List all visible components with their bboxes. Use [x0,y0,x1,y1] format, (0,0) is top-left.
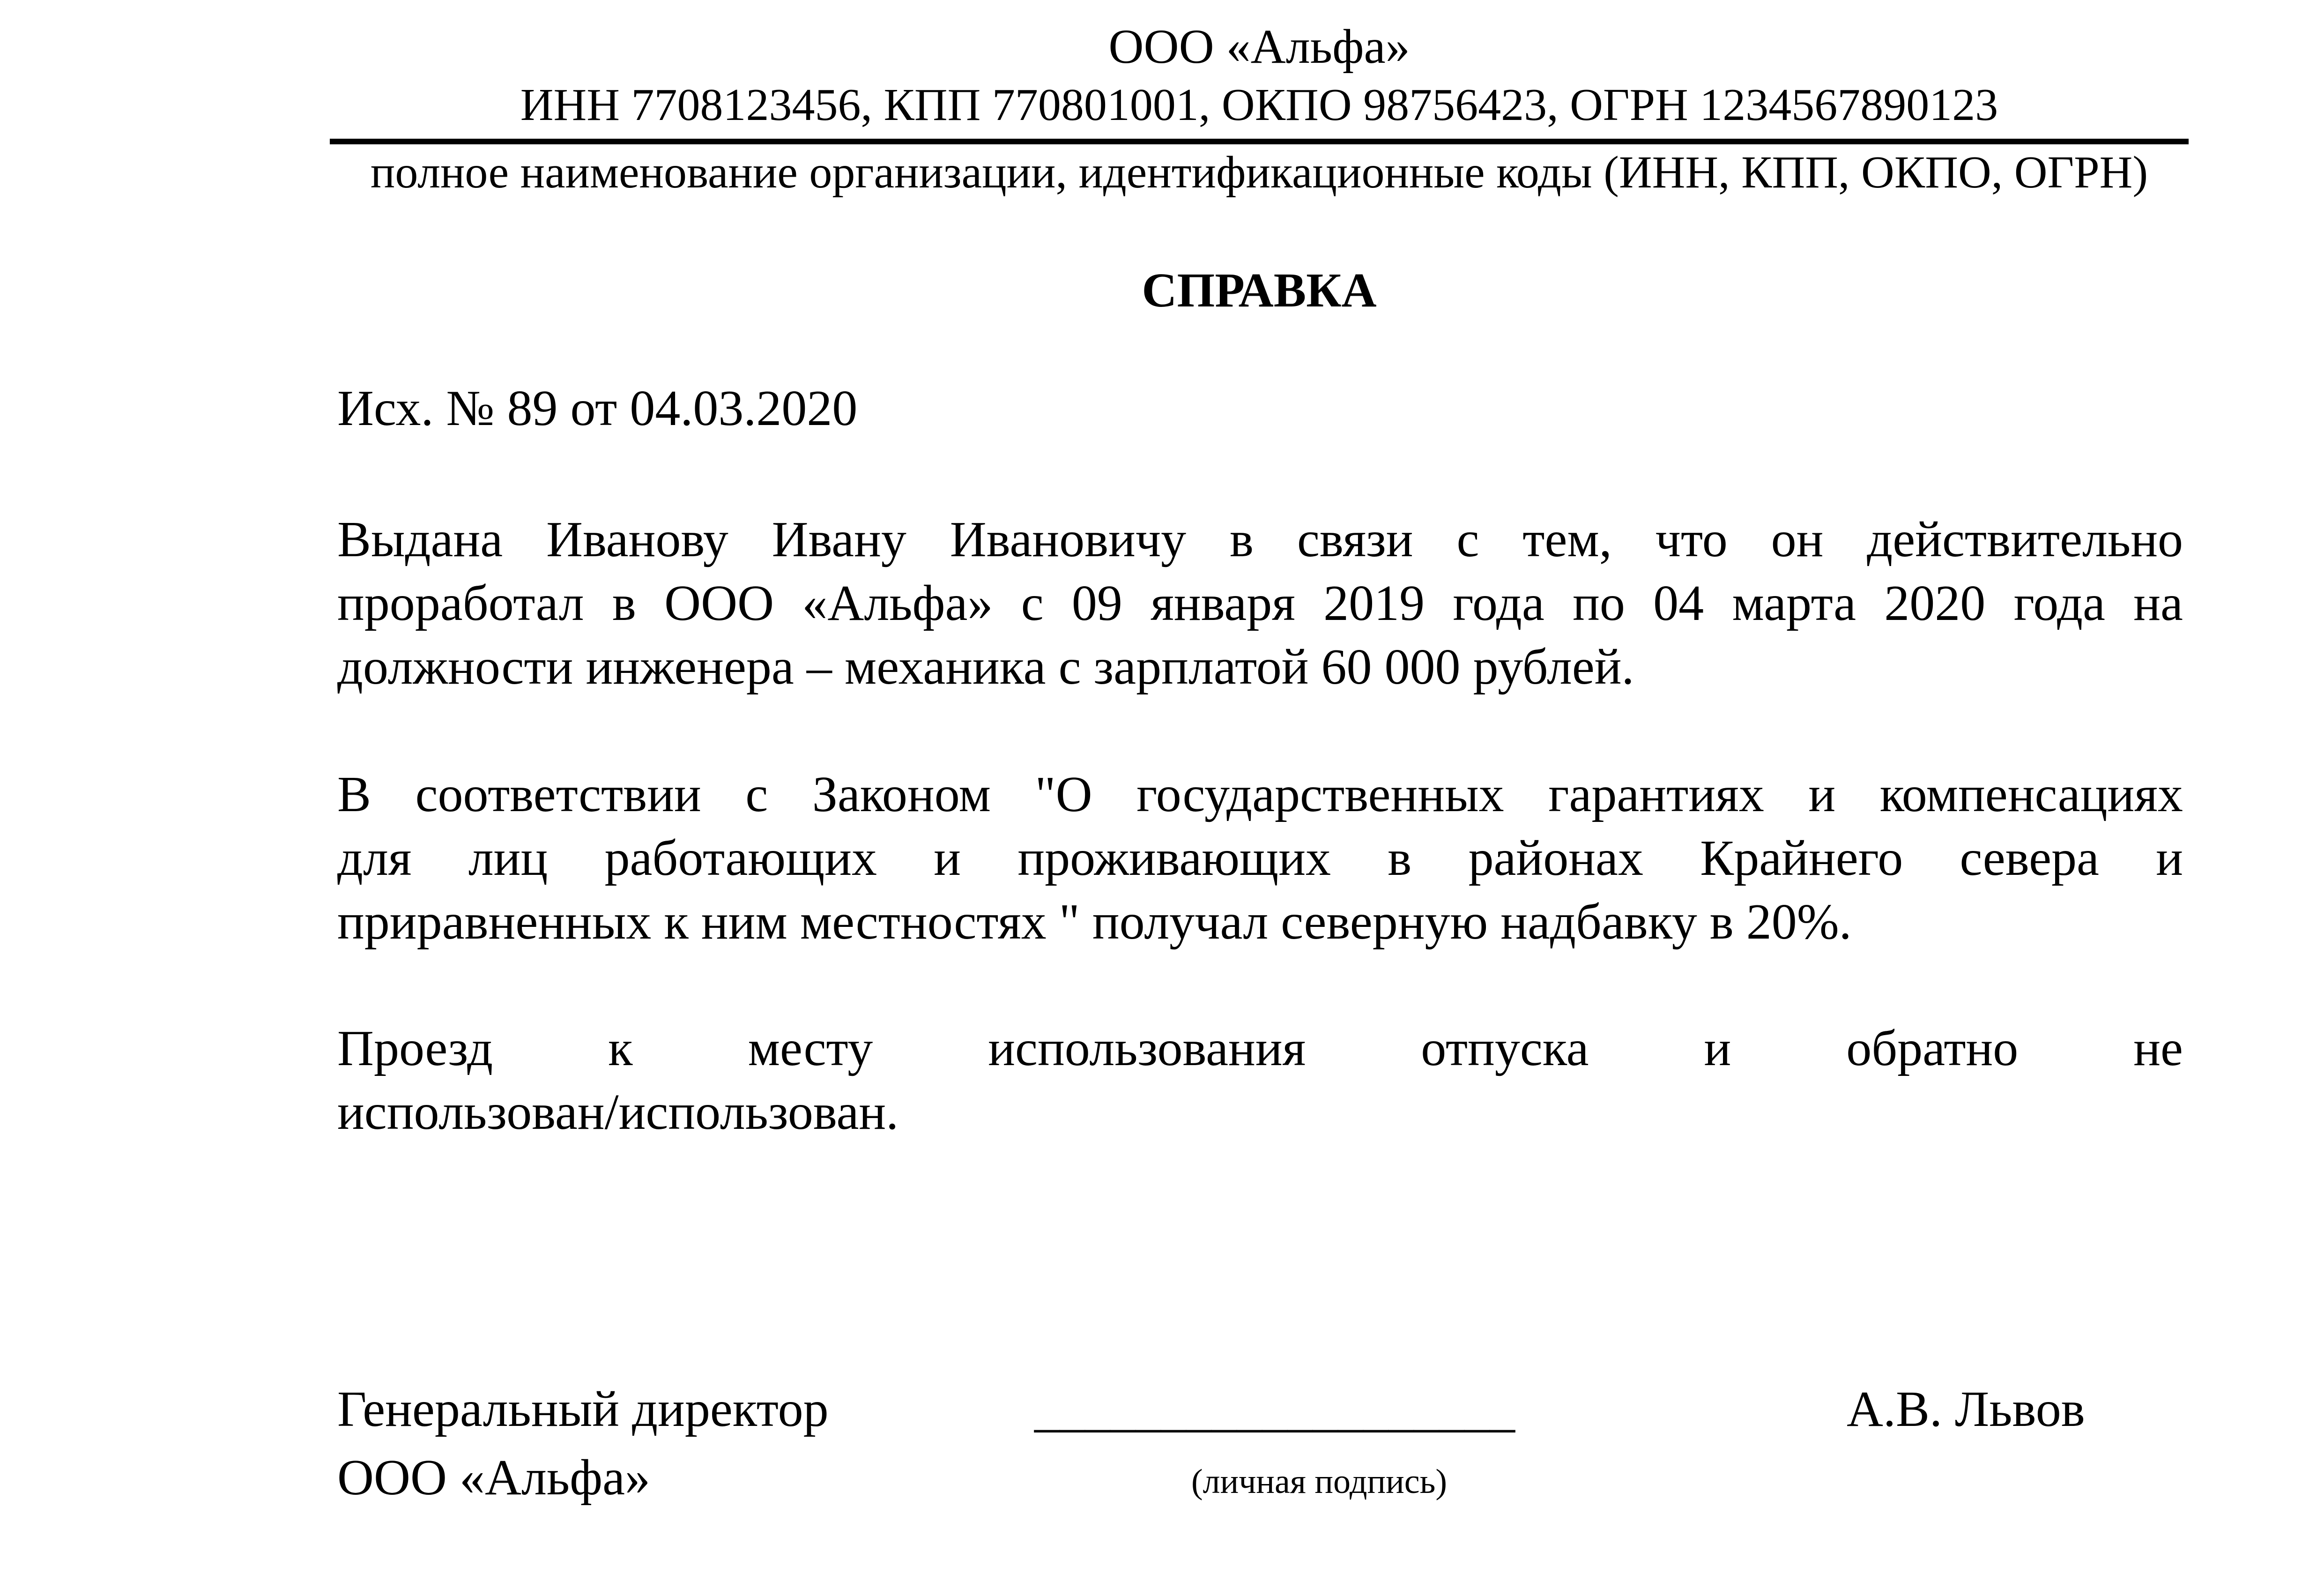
paragraph-line: должности инженера – механика с зарплатой 60 000 рублей. [337,639,1634,695]
signatory-organization: ООО «Альфа» [337,1450,651,1506]
paragraph-line: для лиц работающих и проживающих в районах Крайнего севера и [337,830,2183,886]
paragraph-line: Выдана Иванову Ивану Ивановичу в связи с тем, что он действительно [337,512,2183,567]
header-divider [330,139,2189,144]
organization-name: ООО «Альфа» [1108,20,1410,74]
paragraph-employment [337,508,2183,699]
signature-caption: (личная подпись) [1191,1462,1447,1501]
signatory-name: А.В. Львов [1847,1381,2085,1437]
signatory-position: Генеральный директор [337,1381,829,1437]
header-caption: полное наименование организации, идентификационные коды (ИНН, КПП, ОКПО, ОГРН) [370,147,2148,198]
paragraph-line: приравненных к ним местностях " получал северную надбавку в 20%. [337,894,1852,950]
organization-codes: ИНН 7708123456, КПП 770801001, ОКПО 98756423, ОГРН 1234567890123 [520,80,1998,130]
document-title: СПРАВКА [1142,263,1377,317]
document-reference: Исх. № 89 от 04.03.2020 [337,380,858,436]
paragraph-line: Проезд к месту использования отпуска и обратно не [337,1021,2183,1076]
paragraph-northern-allowance [337,763,2183,954]
paragraph-travel [337,1017,2183,1144]
signature-line: ___________________ [1034,1381,1515,1437]
paragraph-line: проработал в ООО «Альфа» с 09 января 2019 года по 04 марта 2020 года на [337,575,2183,631]
paragraph-line: использован/использован. [337,1084,899,1140]
paragraph-line: В соответствии с Законом "О государственных гарантиях и компенсациях [337,767,2183,822]
